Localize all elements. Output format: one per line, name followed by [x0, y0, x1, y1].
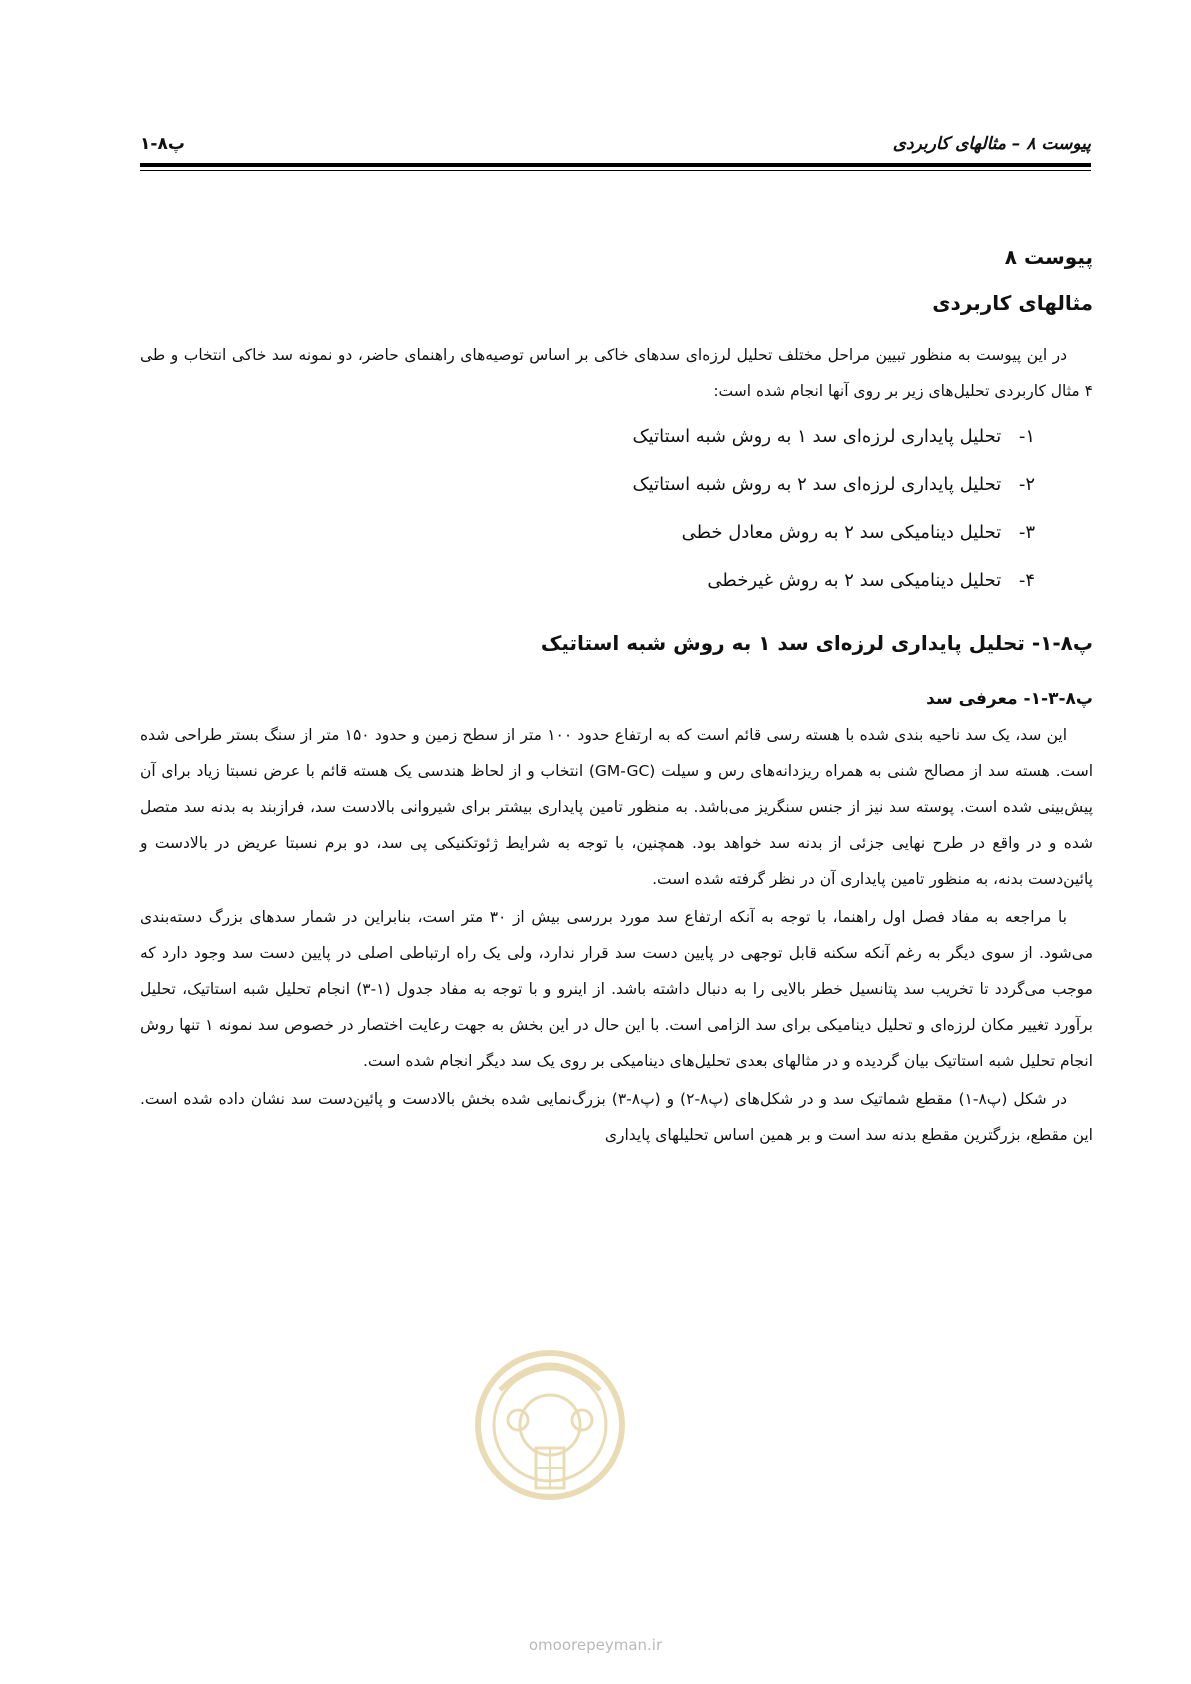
list-item — [140, 413, 1035, 461]
body-paragraph-3: در شکل (پ۸-۱) مقطع شماتیک سد و در شکل‌های (پ۸-۲) و (پ۸-۳) بزرگ‌نمایی شده بخش بالادست و پائین‌دست سد نشان داده شده است. این مقطع، بزرگترین مقطع بدنه سد است و بر همین اساس تحلیلهای پایداری — [140, 1090, 1093, 1144]
section-heading: پ۸-۱- تحلیل پایداری لرزه‌ای سد ۱ به روش شبه استاتیک — [540, 631, 1093, 655]
header-rule-thin — [140, 170, 1091, 171]
appendix-number: پیوست ۸ — [1004, 245, 1093, 269]
page-content — [140, 245, 1093, 1153]
body-paragraph-2: با مراجعه به مفاد فصل اول راهنما، با توجه به آنکه ارتفاع سد مورد بررسی بیش از ۳۰ متر است، بنابراین در شمار سدهای بزرگ دسته‌بندی می‌شود. از سوی دیگر به رغم آنکه سکنه قابل توجهی در پایین دست سد قرار ندارد، ولی یک راه ارتباطی اصلی در پایین دست سد وجود دارد که موجب می‌گردد تا تخریب سد پتانسیل خطر بالایی را به دنبال داشته باشد. از اینرو و با توجه به مفاد جدول (۱-۳) انجام تحلیل شبه استاتیک، تحلیل برآورد تغییر مکان لرزه‌ای و تحلیل دینامیکی برای سد الزامی است. با این حال در این بخش به جهت رعایت اختصار در خصوص سد نمونه ۱ تنها روش انجام تحلیل شبه استاتیک بیان گردیده و در مثالهای بعدی تحلیل‌های دینامیکی بر روی یک سد دیگر انجام شده است. — [140, 908, 1093, 1070]
list-number: ۲- — [1018, 474, 1035, 495]
list-number: ۳- — [1018, 522, 1035, 543]
list-text: تحلیل پایداری لرزه‌ای سد ۱ به روش شبه استاتیک — [632, 426, 1002, 447]
subsection-heading: پ۸-۳-۱- معرفی سد — [926, 689, 1093, 709]
header-rule — [140, 163, 1091, 167]
header-title: پیوست ۸ – مثالهای کاربردی — [892, 134, 1091, 154]
list-number: ۱- — [1018, 426, 1035, 447]
appendix-title: مثالهای کاربردی — [932, 291, 1093, 315]
list-item — [140, 461, 1035, 509]
list-item — [140, 509, 1035, 557]
body-paragraph-1: این سد، یک سد ناحیه بندی شده با هسته رسی قائم است که به ارتفاع حدود ۱۰۰ متر از سطح زمین و حدود ۱۵۰ متر از سنگ بستر طراحی شده است. هسته سد از مصالح شنی به همراه ریزدانه‌های رس و سیلت (GM-GC) انتخاب و از لحاظ هندسی یک هسته قائم با عرض نسبتا زیاد برای آن پیش‌بینی شده است. پوسته سد نیز از جنس سنگریز می‌باشد. به منظور تامین پایداری بیشتر برای شیروانی بالادست سد، فرازبند به بدنه سد متصل شده و در واقع در طرح نهایی جزئی از بدنه سد خواهد بود. همچنین، با توجه به شرایط ژئوتکنیکی پی سد، دو برم نسبتا عریض در بالادست و پائین‌دست بدنه، به منظور تامین پایداری آن در نظر گرفته شده است. — [140, 726, 1094, 888]
list-text: تحلیل دینامیکی سد ۲ به روش معادل خطی — [681, 522, 1002, 543]
header-page-number: پ۸-۱ — [140, 134, 185, 154]
watermark-seal-icon — [470, 1330, 630, 1520]
analysis-list — [140, 413, 1093, 605]
list-text: تحلیل پایداری لرزه‌ای سد ۲ به روش شبه استاتیک — [632, 474, 1002, 495]
list-text: تحلیل دینامیکی سد ۲ به روش غیرخطی — [707, 570, 1002, 591]
list-number: ۴- — [1018, 570, 1035, 591]
list-item — [140, 557, 1035, 605]
footer-website: omoorepeyman.ir — [528, 1636, 663, 1654]
intro-paragraph: در این پیوست به منظور تبیین مراحل مختلف تحلیل لرزه‌ای سدهای خاکی بر اساس توصیه‌های راهنمای حاضر، دو نمونه سد خاکی انتخاب و طی ۴ مثال کاربردی تحلیل‌های زیر بر روی آنها انجام شده است: — [140, 346, 1093, 400]
running-header — [140, 128, 1091, 168]
